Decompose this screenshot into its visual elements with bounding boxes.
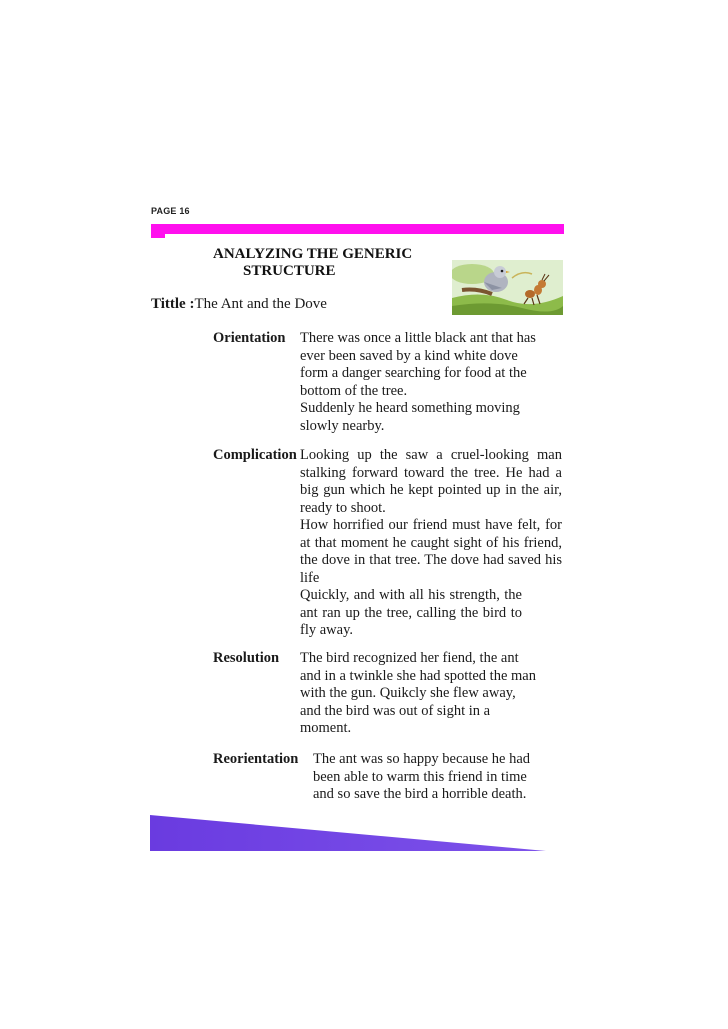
resolution-line: and the bird was out of sight in a — [300, 702, 491, 719]
orientation-line: slowly nearby. — [300, 417, 385, 434]
reorientation-text — [313, 751, 573, 804]
complication-paragraph: How horrified our friend must have felt, for at that moment he caught sight of his friend, the dove in that tree. The dove had saved his life — [300, 517, 562, 586]
complication-label: Complication — [213, 447, 297, 463]
reorientation-line: and so save the bird a horrible death. — [313, 786, 527, 802]
reorientation-line: The ant was so happy because he had — [313, 751, 531, 767]
complication-paragraph: Looking up the saw a cruel-looking man stalking forward toward the tree. He had a big gun which he kept pointed up in the air, ready to shoot. — [300, 447, 562, 516]
title-text: The Ant and the Dove — [194, 296, 327, 312]
complication-paragraph: Quickly, and with all his strength, the ant ran up the tree, calling the bird to fly away. — [300, 587, 522, 638]
complication-text — [300, 447, 562, 640]
ant-and-dove-illustration — [452, 260, 563, 315]
resolution-label: Resolution — [213, 650, 280, 666]
title-label: Tittle : — [151, 296, 195, 312]
orientation-text — [300, 330, 560, 435]
orientation-line: Suddenly he heard something moving — [300, 400, 520, 416]
story-title — [151, 295, 327, 313]
resolution-line: and in a twinkle she had spotted the man — [300, 667, 536, 684]
resolution-text — [300, 650, 560, 738]
heading-line-1: ANALYZING THE GENERIC — [213, 246, 413, 262]
section-heading — [213, 246, 443, 280]
resolution-line: with the gun. Quikcly she flew away, — [300, 685, 516, 701]
decorative-footer-wedge — [150, 815, 546, 855]
reorientation-label: Reorientation — [213, 751, 299, 767]
reorientation-line: been able to warm this friend in time — [313, 768, 527, 785]
orientation-line: There was once a little black ant that has — [300, 330, 536, 346]
orientation-line: form a danger searching for food at the — [300, 365, 527, 381]
page-number-label: PAGE 16 — [151, 206, 190, 216]
orientation-label: Orientation — [213, 330, 286, 346]
resolution-line: The bird recognized her fiend, the ant — [300, 650, 519, 666]
resolution-line: moment. — [300, 720, 352, 736]
accent-bar — [151, 224, 564, 234]
orientation-line: bottom of the tree. — [300, 382, 408, 399]
accent-bar-corner — [151, 224, 165, 238]
orientation-line: ever been saved by a kind white dove — [300, 347, 518, 364]
heading-line-2: STRUCTURE — [243, 263, 336, 279]
